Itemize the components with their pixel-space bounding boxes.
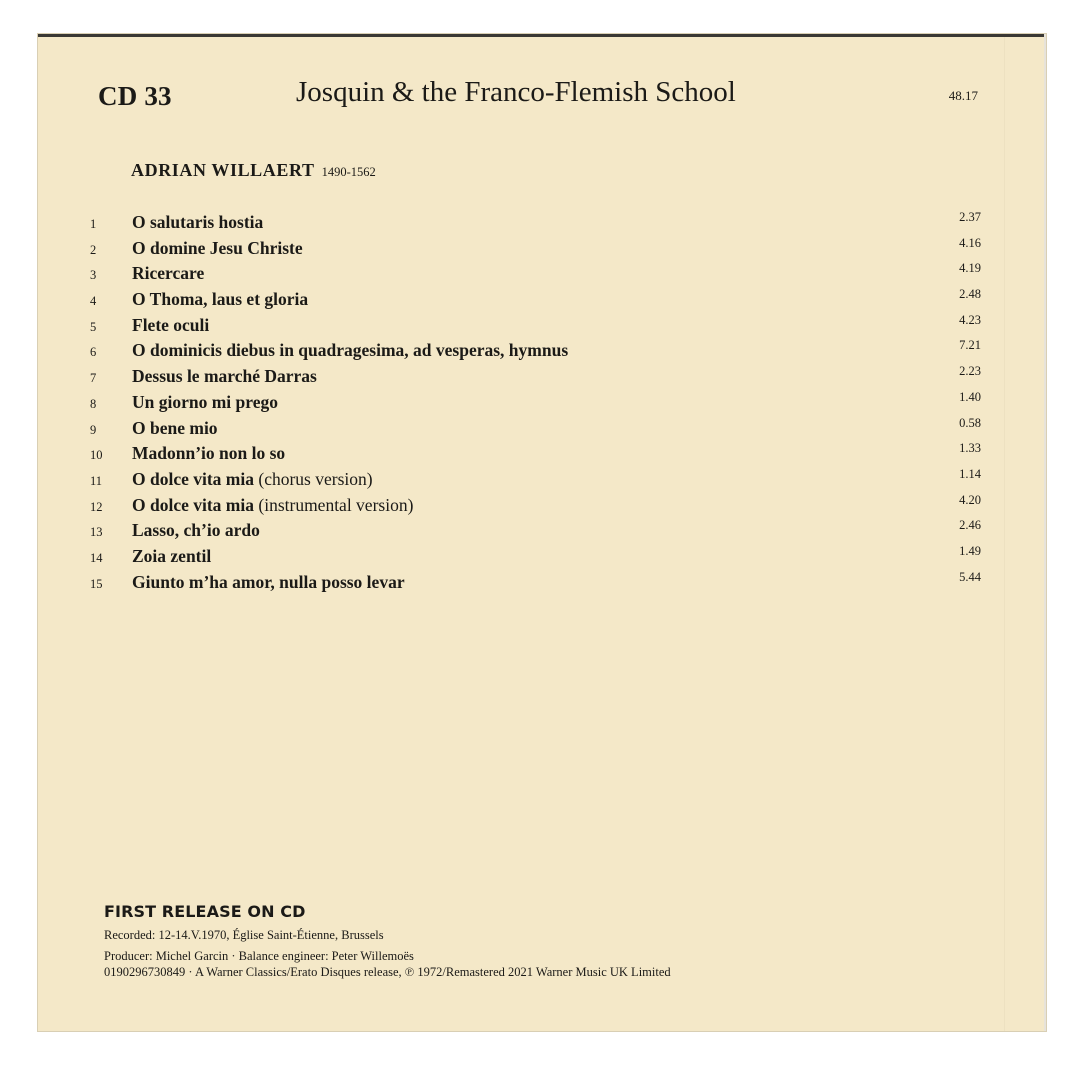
track-title-main: Flete oculi (132, 314, 210, 335)
track-row (80, 493, 985, 519)
cd-number: CD 33 (98, 81, 172, 111)
track-number: 2 (90, 242, 97, 257)
track-title-main: O Thoma, laus et gloria (132, 289, 309, 310)
composer-name: ADRIAN WILLAERT (131, 160, 315, 180)
track-row (80, 518, 985, 544)
track-title-main: O dolce vita mia (132, 468, 254, 489)
release-heading: FIRST RELEASE ON CD (104, 902, 306, 921)
track-row (80, 544, 985, 570)
track-row (80, 364, 985, 390)
track-title-main: Dessus le marché Darras (132, 366, 317, 387)
composer-heading (131, 160, 376, 181)
track-row (80, 236, 985, 262)
track-number: 12 (90, 499, 103, 514)
track-title (132, 418, 218, 439)
track-number: 4 (90, 294, 97, 309)
track-title (132, 443, 285, 464)
track-number: 13 (90, 525, 103, 540)
track-row (80, 210, 985, 236)
track-title-main: Ricercare (132, 263, 205, 284)
track-title (132, 263, 204, 284)
track-number: 8 (90, 396, 97, 411)
track-row (80, 390, 985, 416)
track-title (132, 366, 317, 387)
track-number: 5 (90, 319, 97, 334)
track-title-main: O bene mio (132, 417, 218, 438)
track-title-main: Zoia zentil (132, 545, 212, 566)
sleeve-right-edge (1044, 34, 1046, 1031)
track-title (132, 546, 211, 567)
track-version: (chorus version) (258, 468, 373, 489)
track-number: 11 (90, 473, 103, 488)
track-title-main: O dolce vita mia (132, 494, 254, 515)
track-row (80, 467, 985, 493)
track-title (132, 238, 303, 259)
track-title-main: Un giorno mi prego (132, 391, 278, 412)
track-duration: 2.37 (959, 210, 981, 224)
track-duration: 4.19 (959, 261, 981, 276)
track-title-main: Giunto m’ha amor, nulla posso levar (132, 571, 405, 592)
track-title (132, 469, 373, 490)
track-title (132, 340, 568, 361)
track-duration: 5.44 (959, 569, 981, 584)
track-duration: 0.58 (959, 415, 981, 430)
track-number: 14 (90, 550, 103, 565)
catalog-credit: 0190296730849 · A Warner Classics/Erato Disques release, ℗ 1972/Remastered 2021 Warner Music UK Limited (104, 965, 671, 979)
total-duration: 48.17 (948, 88, 978, 103)
track-title (132, 289, 308, 310)
track-row (80, 570, 985, 596)
track-duration: 4.16 (959, 235, 981, 250)
track-duration: 2.23 (959, 364, 981, 379)
track-duration: 1.49 (959, 543, 981, 558)
track-duration: 1.33 (959, 441, 981, 456)
track-row (80, 287, 985, 313)
track-duration: 2.46 (959, 518, 981, 533)
track-number: 9 (90, 422, 97, 437)
track-version: (instrumental version) (258, 494, 414, 515)
track-duration: 4.23 (959, 312, 981, 327)
track-duration: 4.20 (959, 492, 981, 507)
track-number: 6 (90, 345, 97, 360)
track-duration: 7.21 (959, 338, 981, 353)
track-duration: 2.48 (959, 287, 981, 302)
track-title (132, 495, 413, 516)
track-title-main: O dominicis diebus in quadragesima, ad vesperas, hymnus (132, 340, 569, 361)
track-title-main: Lasso, ch’io ardo (132, 520, 260, 541)
track-row (80, 441, 985, 467)
track-number: 15 (90, 576, 103, 591)
producer-credit: Producer: Michel Garcin · Balance engineer: Peter Willemoës (104, 949, 414, 963)
track-duration: 1.14 (959, 466, 981, 481)
track-row (80, 416, 985, 442)
sleeve-top-edge (38, 34, 1046, 37)
track-title-main: O salutaris hostia (132, 212, 264, 232)
sleeve-fold-line (1004, 36, 1005, 1031)
composer-dates: 1490-1562 (321, 165, 376, 179)
track-title (132, 392, 278, 413)
cd-title: Josquin & the Franco-Flemish School (296, 76, 736, 108)
track-title (132, 572, 405, 593)
recording-credit: Recorded: 12-14.V.1970, Église Saint-Étienne, Brussels (104, 928, 384, 942)
track-title-main: O domine Jesu Christe (132, 237, 303, 258)
track-list (80, 210, 985, 595)
track-title (132, 315, 209, 336)
track-row (80, 313, 985, 339)
track-number: 1 (90, 217, 97, 231)
track-duration: 1.40 (959, 389, 981, 404)
track-row (80, 338, 985, 364)
track-title-main: Madonn’io non lo so (132, 443, 286, 464)
track-row (80, 261, 985, 287)
track-number: 7 (90, 371, 97, 386)
track-title (132, 520, 260, 541)
track-title (132, 212, 263, 233)
track-number: 10 (90, 448, 103, 463)
track-number: 3 (90, 268, 97, 283)
